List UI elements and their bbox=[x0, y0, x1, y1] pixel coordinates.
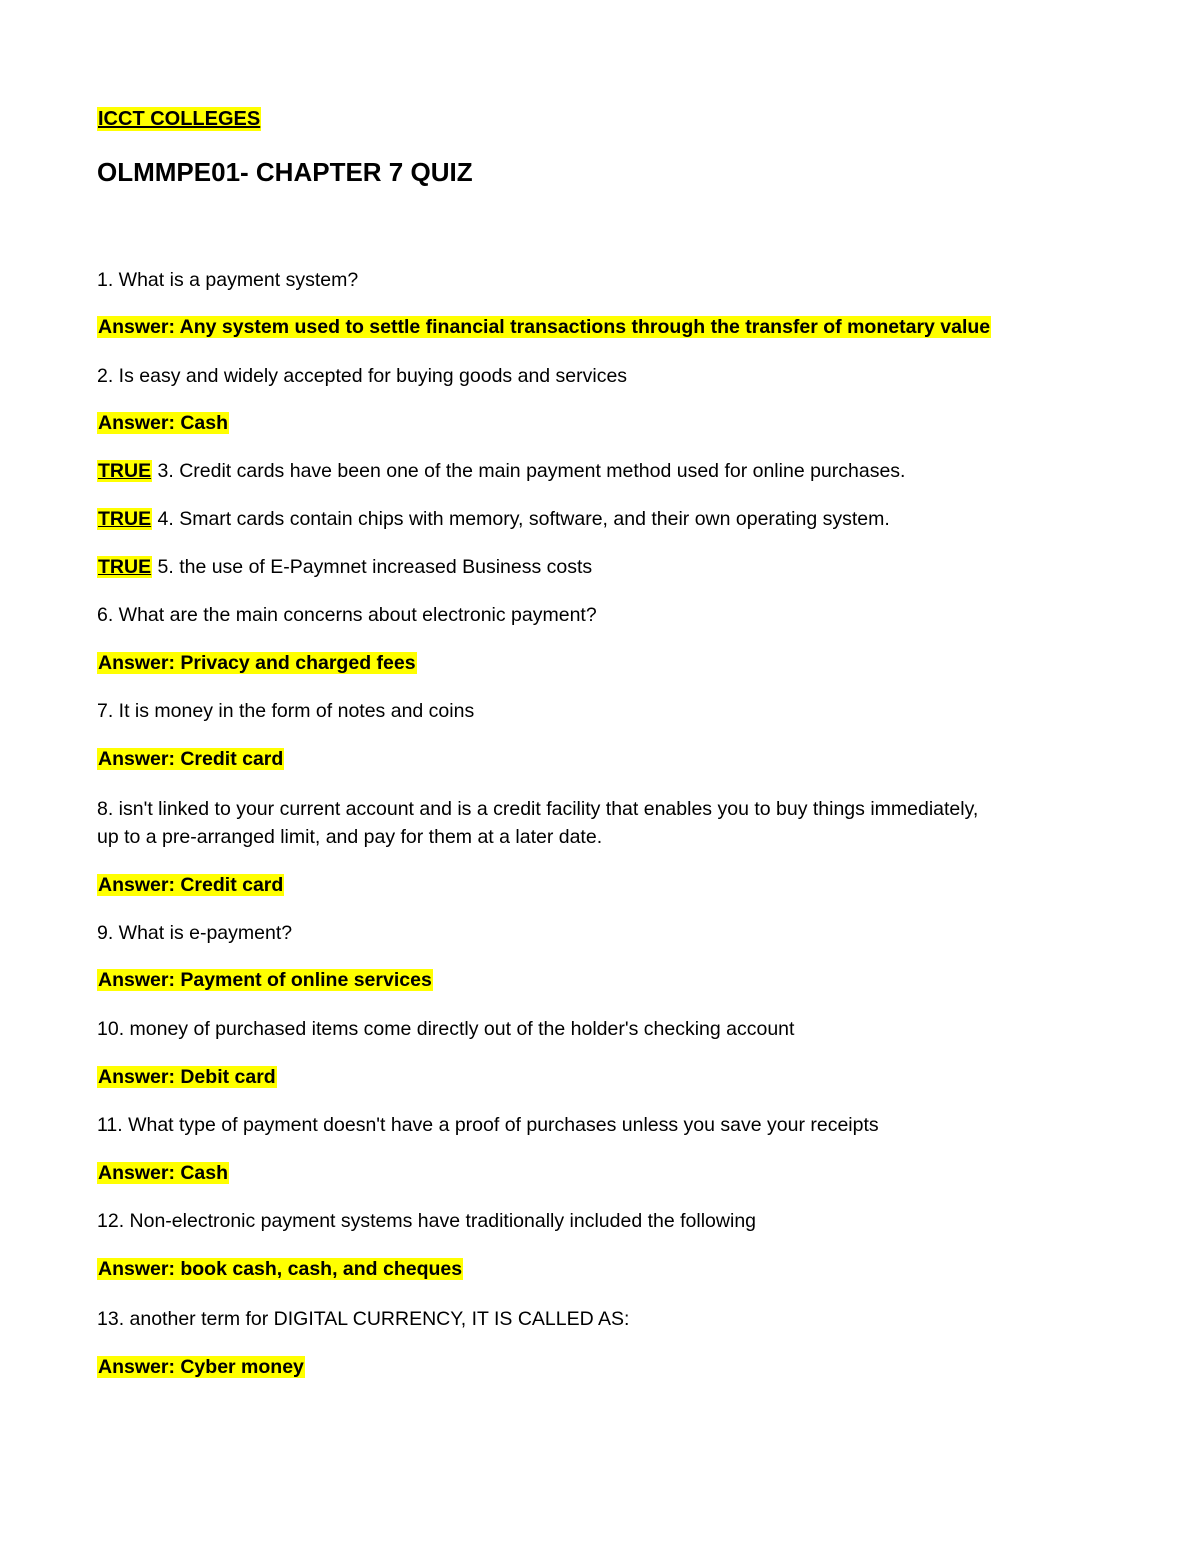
question-1: 1. What is a payment system? bbox=[97, 269, 359, 291]
question-5-text: 5. the use of E-Paymnet increased Business costs bbox=[152, 556, 593, 578]
question-4 bbox=[97, 507, 890, 531]
question-8-line-1: 8. isn't linked to your current account and is a credit facility that enables you to buy things immediately, bbox=[97, 798, 979, 820]
quiz-title: OLMMPE01- CHAPTER 7 QUIZ bbox=[97, 157, 473, 187]
question-3-text: 3. Credit cards have been one of the main payment method used for online purchases. bbox=[152, 460, 906, 482]
question-12: 12. Non-electronic payment systems have traditionally included the following bbox=[97, 1210, 757, 1232]
question-2: 2. Is easy and widely accepted for buying goods and services bbox=[97, 365, 628, 387]
question-9: 9. What is e-payment? bbox=[97, 922, 293, 944]
question-10: 10. money of purchased items come directly out of the holder's checking account bbox=[97, 1018, 795, 1040]
answer-2: Answer: Cash bbox=[98, 412, 229, 434]
answer-8: Answer: Credit card bbox=[98, 874, 284, 896]
true-label-4: TRUE bbox=[98, 508, 152, 530]
answer-12: Answer: book cash, cash, and cheques bbox=[98, 1258, 463, 1280]
answer-13: Answer: Cyber money bbox=[98, 1356, 304, 1378]
school-name: ICCT COLLEGES bbox=[98, 108, 261, 130]
question-11: 11. What type of payment doesn't have a proof of purchases unless you save your receipts bbox=[97, 1114, 879, 1136]
answer-9: Answer: Payment of online services bbox=[98, 969, 432, 991]
answer-7: Answer: Credit card bbox=[98, 748, 284, 770]
true-label-5: TRUE bbox=[98, 556, 152, 578]
question-8-line-2: up to a pre-arranged limit, and pay for them at a later date. bbox=[97, 826, 603, 848]
question-5 bbox=[97, 555, 592, 579]
answer-1: Answer: Any system used to settle financial transactions through the transfer of monetary value bbox=[98, 316, 991, 338]
question-13: 13. another term for DIGITAL CURRENCY, IT IS CALLED AS: bbox=[97, 1308, 630, 1330]
question-7: 7. It is money in the form of notes and coins bbox=[97, 700, 475, 722]
question-6: 6. What are the main concerns about electronic payment? bbox=[97, 604, 597, 626]
true-label-3: TRUE bbox=[98, 460, 152, 482]
question-4-text: 4. Smart cards contain chips with memory, software, and their own operating system. bbox=[152, 508, 890, 530]
answer-11: Answer: Cash bbox=[98, 1162, 229, 1184]
answer-6: Answer: Privacy and charged fees bbox=[98, 652, 416, 674]
answer-10: Answer: Debit card bbox=[98, 1066, 276, 1088]
question-3 bbox=[97, 459, 905, 483]
